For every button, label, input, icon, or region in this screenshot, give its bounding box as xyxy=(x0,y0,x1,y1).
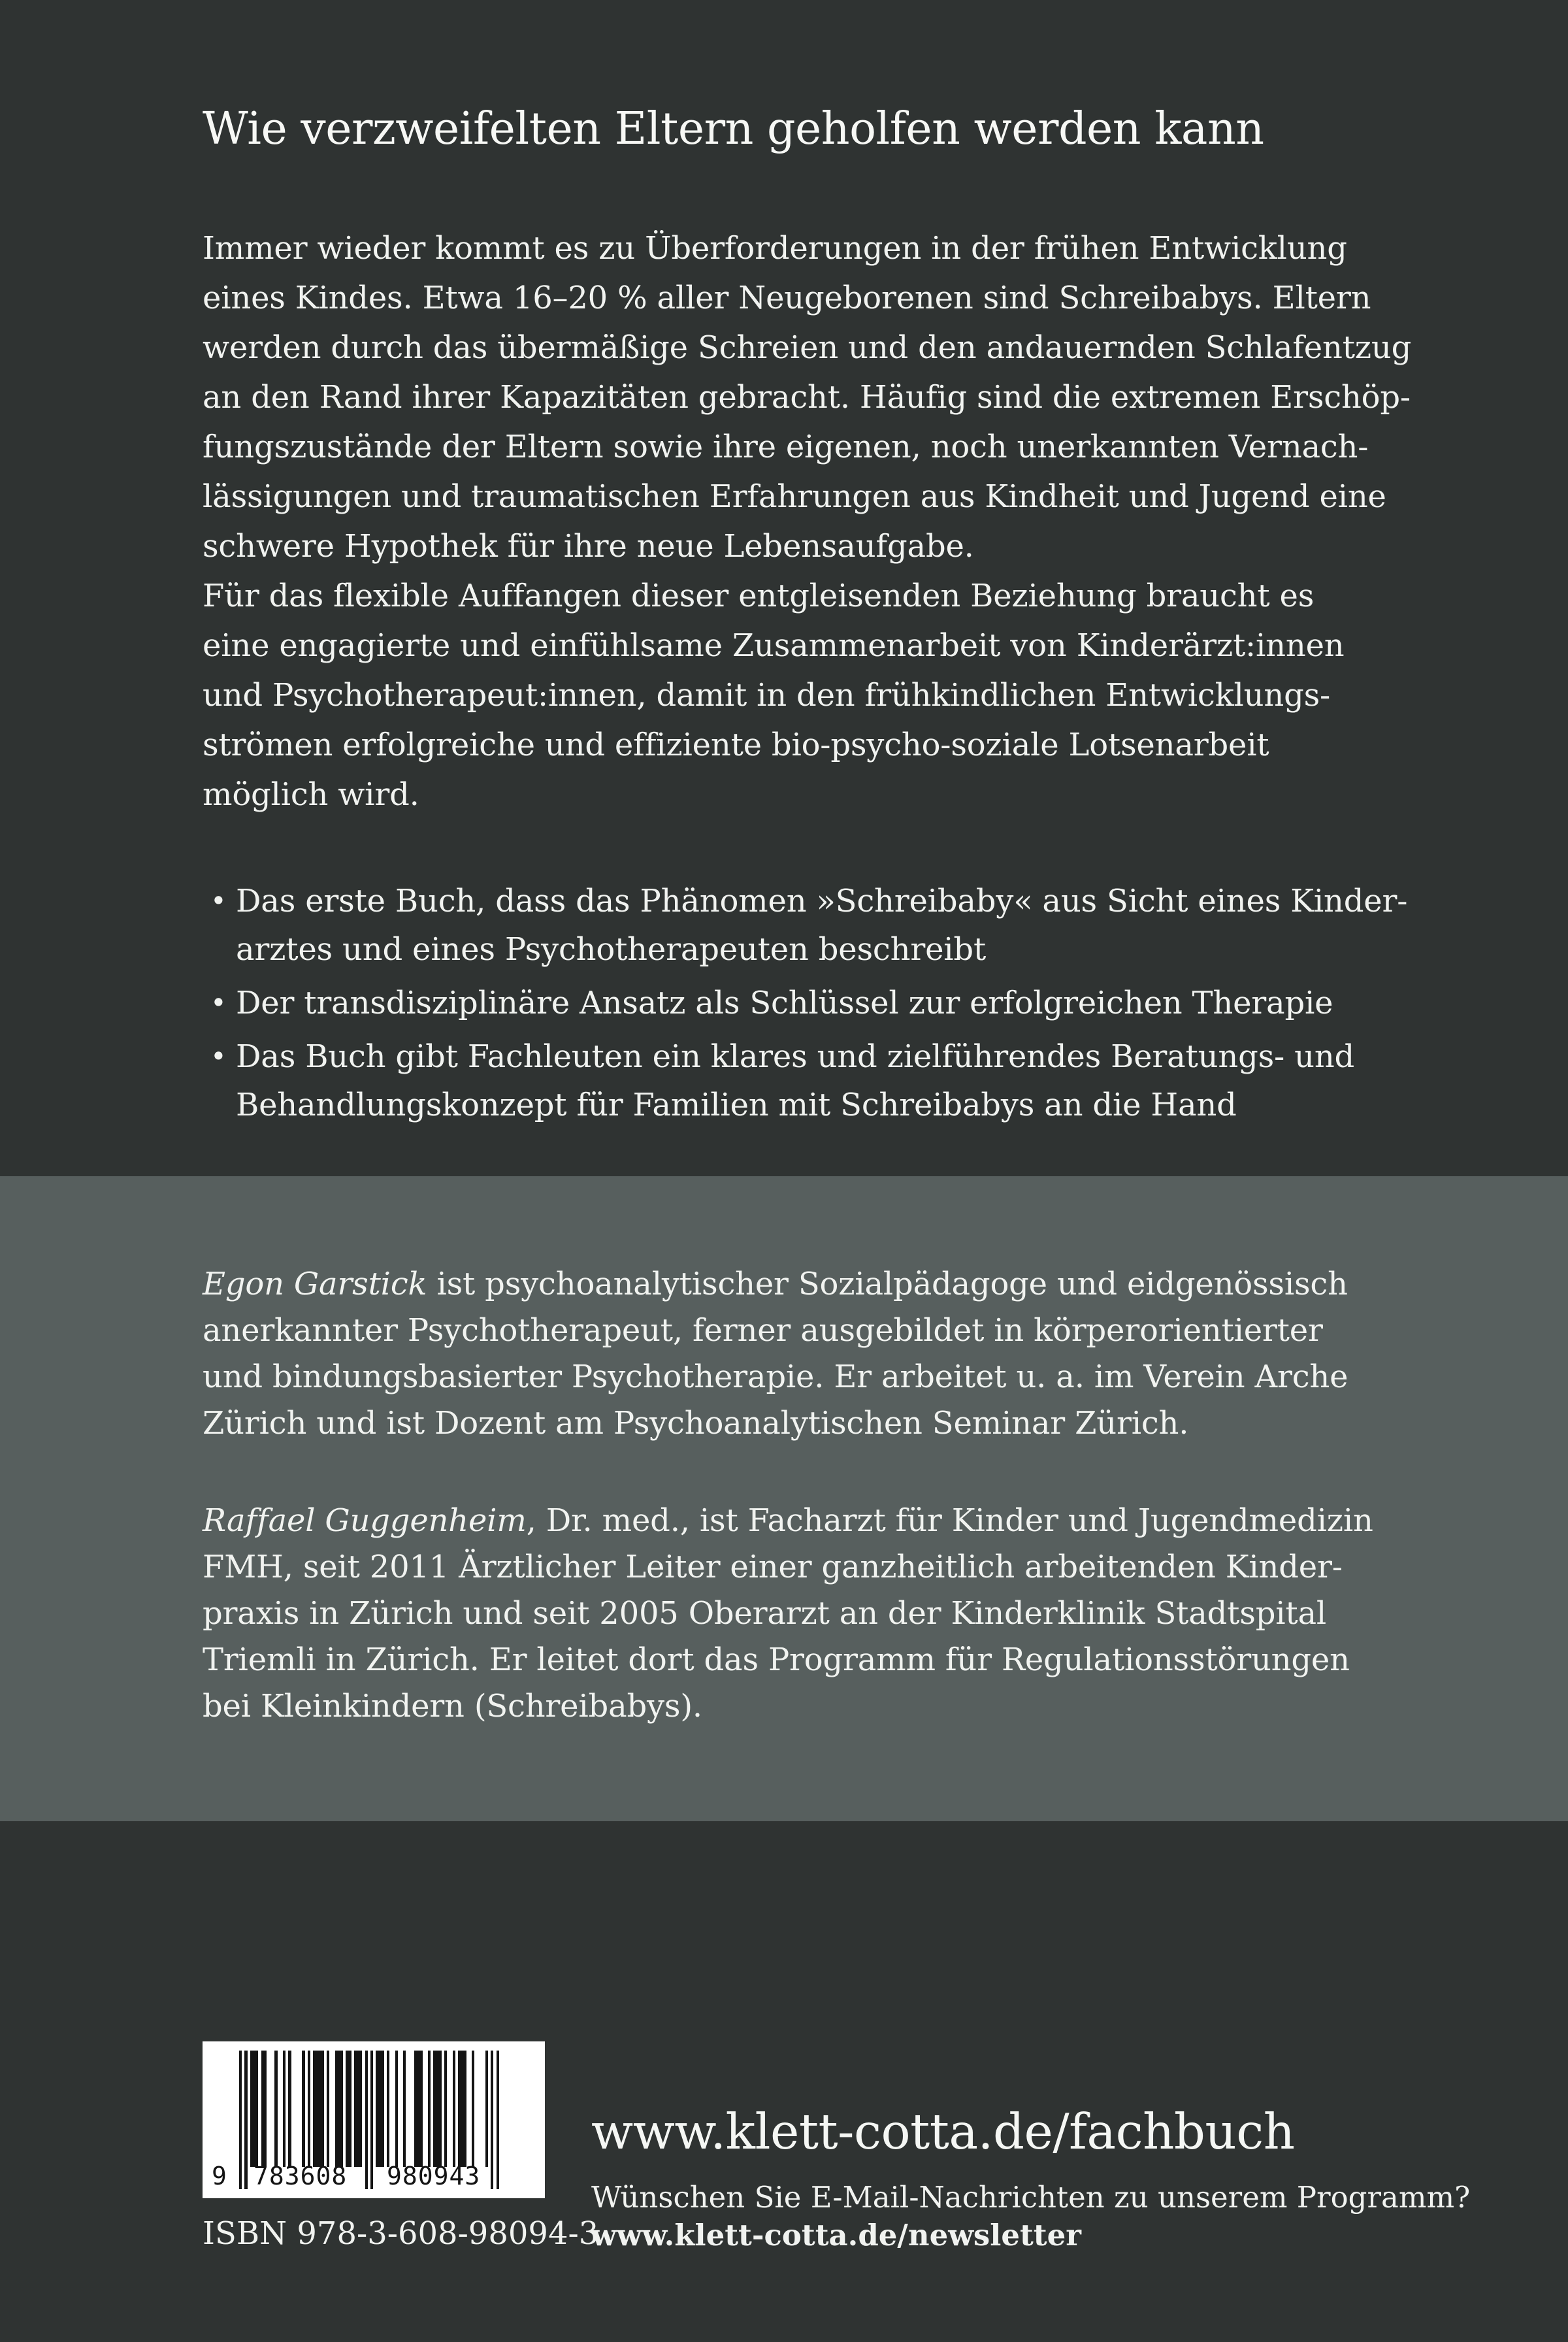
text-line: Zürich und ist Dozent am Psychoanalytischen Seminar Zürich. xyxy=(203,1405,1189,1442)
ean-barcode xyxy=(203,2041,545,2198)
bio-lines xyxy=(203,1308,1405,1447)
bio-lines xyxy=(203,1544,1405,1730)
bullet-item xyxy=(210,979,1405,1027)
text-line: Das Buch gibt Fachleuten ein klares und zielführendes Beratungs- und xyxy=(236,1038,1355,1075)
text-line: bei Kleinkindern (Schreibabys). xyxy=(203,1688,702,1724)
author-bio-inner xyxy=(0,1176,1568,1730)
text-line: Behandlungskonzept für Familien mit Schreibabys an die Hand xyxy=(236,1087,1237,1123)
bullet-text xyxy=(236,1032,1354,1129)
barcode-digits-right: 980943 xyxy=(387,2162,481,2190)
bio-first-line-rest: , Dr. med., ist Facharzt für Kinder und Jugendmedizin xyxy=(526,1502,1373,1539)
newsletter-question: Wünschen Sie E-Mail-Nachrichten zu unserem Programm? xyxy=(591,2180,1471,2215)
author-name: Raffael Guggenheim xyxy=(203,1502,527,1539)
text-line: Immer wieder kommt es zu Überforderungen in der frühen Entwicklung xyxy=(203,230,1347,267)
intro-paragraph xyxy=(203,223,1412,571)
text-line: eines Kindes. Etwa 16–20 % aller Neugeborenen sind Schreibabys. Eltern xyxy=(203,280,1371,316)
text-line: strömen erfolgreiche und effiziente bio-psycho-soziale Lotsenarbeit xyxy=(203,727,1269,763)
text-line: werden durch das übermäßige Schreien und den andauernden Schlafentzug xyxy=(203,329,1412,366)
author-bio-panel xyxy=(0,1176,1568,1821)
isbn-text: ISBN 978-3-608-98094-3 xyxy=(203,2215,599,2252)
text-line: arztes und eines Psychotherapeuten beschreibt xyxy=(236,931,987,968)
barcode-digits-left: 783608 xyxy=(253,2162,348,2190)
text-line: Der transdisziplinäre Ansatz als Schlüssel zur erfolgreichen Therapie xyxy=(236,985,1333,1021)
text-line: praxis in Zürich und seit 2005 Oberarzt an der Kinderklinik Stadtspital xyxy=(203,1595,1327,1632)
main-text-column xyxy=(203,103,1412,1134)
barcode-digit-first: 9 xyxy=(212,2162,227,2190)
text-line: fungszustände der Eltern sowie ihre eigenen, noch unerkannten Vernach- xyxy=(203,429,1369,465)
text-line: lässigungen und traumatischen Erfahrungen aus Kindheit und Jugend eine xyxy=(203,478,1386,515)
bullet-list xyxy=(210,877,1408,1129)
text-line: und Psychotherapeut:innen, damit in den frühkindlichen Entwicklungs- xyxy=(203,677,1331,714)
text-line: FMH, seit 2011 Ärztlicher Leiter einer ganzheitlich arbeitenden Kinder- xyxy=(203,1549,1343,1585)
bullet-marker: • xyxy=(210,987,227,1019)
page-title: Wie verzweifelten Eltern geholfen werden kann xyxy=(203,103,1264,155)
text-line: möglich wird. xyxy=(203,776,419,813)
bullet-item xyxy=(210,877,1408,974)
barcode-bar xyxy=(497,2051,499,2189)
bio-garstick xyxy=(203,1261,1405,1447)
bullet-marker: • xyxy=(210,1040,227,1072)
text-line: an den Rand ihrer Kapazitäten gebracht. Häufig sind die extremen Erschöp- xyxy=(203,379,1411,416)
fachbuch-url: www.klett-cotta.de/fachbuch xyxy=(591,2103,1295,2160)
bio-first-line xyxy=(203,1261,1405,1308)
bio-guggenheim xyxy=(203,1498,1405,1730)
bio-first-line-rest: ist psychoanalytischer Sozialpädagoge und eidgenössisch xyxy=(427,1266,1348,1302)
newsletter-url: www.klett-cotta.de/newsletter xyxy=(591,2218,1081,2252)
text-line: eine engagierte und einfühlsame Zusammenarbeit von Kinderärzt:innen xyxy=(203,627,1345,664)
author-name: Egon Garstick xyxy=(203,1266,427,1302)
text-line: Für das flexible Auffangen dieser entgleisenden Beziehung braucht es xyxy=(203,578,1315,614)
bullet-item xyxy=(210,1032,1405,1129)
text-line: Das erste Buch, dass das Phänomen »Schreibaby« aus Sicht eines Kinder- xyxy=(236,883,1408,919)
bullet-marker: • xyxy=(210,885,227,917)
bullet-text xyxy=(236,979,1333,1027)
text-line: und bindungsbasierter Psychotherapie. Er arbeitet u. a. im Verein Arche xyxy=(203,1359,1348,1395)
text-line: schwere Hypothek für ihre neue Lebensaufgabe. xyxy=(203,528,974,565)
second-paragraph xyxy=(203,571,1405,819)
text-line: Triemli in Zürich. Er leitet dort das Programm für Regulationsstörungen xyxy=(203,1641,1350,1678)
bullet-text xyxy=(236,877,1407,974)
text-line: anerkannter Psychotherapeut, ferner ausgebildet in körperorientierter xyxy=(203,1312,1323,1349)
bio-first-line xyxy=(203,1498,1405,1544)
